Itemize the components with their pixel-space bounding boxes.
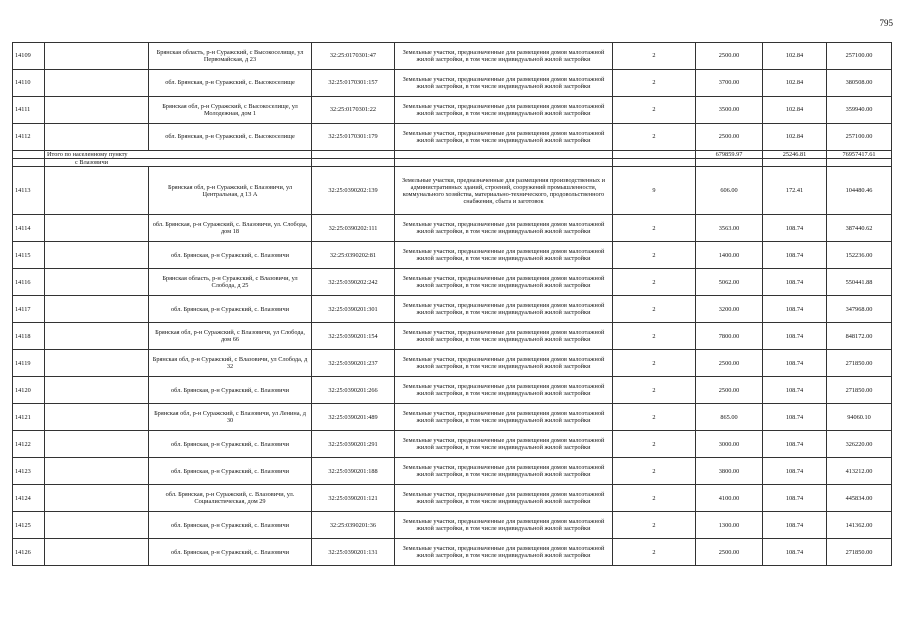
address-cell: Брянская обл, р-н Суражский, с Влазовичи, ул Слобода, д 32 (149, 350, 312, 377)
cadastral-value-cell: 848172.00 (827, 323, 892, 350)
row-number: 14113 (13, 167, 45, 215)
empty-cell (45, 512, 149, 539)
specific-value-cell: 102.84 (763, 97, 827, 124)
empty-cell (45, 167, 149, 215)
empty-cell (395, 159, 613, 167)
cadastral-number-cell: 32:25:0390201:301 (312, 296, 395, 323)
cadastral-value-cell: 445834.00 (827, 485, 892, 512)
row-number: 14118 (13, 323, 45, 350)
row-number: 14112 (13, 124, 45, 151)
address-cell: обл. Брянская, р-н Суражский, с. Влазовичи, ул. Слобода, дом 18 (149, 215, 312, 242)
table-row (13, 269, 892, 296)
empty-cell (45, 215, 149, 242)
row-number: 14114 (13, 215, 45, 242)
land-use-cell: Земельные участки, предназначенные для размещения домов малоэтажной жилой застройки, в том числе индивидуальной жилой застройки (395, 485, 613, 512)
specific-value-cell: 102.84 (763, 124, 827, 151)
empty-cell (763, 159, 827, 167)
row-number: 14120 (13, 377, 45, 404)
empty-cell (45, 458, 149, 485)
row-number: 14117 (13, 296, 45, 323)
area-cell: 2500.00 (696, 43, 763, 70)
table-row (13, 242, 892, 269)
table-row (13, 215, 892, 242)
table-row (13, 70, 892, 97)
empty-cell (45, 242, 149, 269)
table-row (13, 404, 892, 431)
cadastral-number-cell: 32:25:0390201:291 (312, 431, 395, 458)
cadastral-value-cell: 257100.00 (827, 124, 892, 151)
address-cell: обл. Брянская, р-н Суражский, с. Высокоселище (149, 124, 312, 151)
row-number: 14115 (13, 242, 45, 269)
use-group-cell: 2 (613, 269, 696, 296)
specific-value-cell: 108.74 (763, 512, 827, 539)
empty-cell (613, 151, 696, 159)
address-cell: Брянская область, р-н Суражский, с Влазовичи, ул Слобода, д 25 (149, 269, 312, 296)
area-cell: 865.00 (696, 404, 763, 431)
area-cell: 4100.00 (696, 485, 763, 512)
table-body (13, 43, 892, 566)
land-use-cell: Земельные участки, предназначенные для размещения домов малоэтажной жилой застройки, в том числе индивидуальной жилой застройки (395, 323, 613, 350)
address-cell: обл. Брянская, р-н Суражский, с. Влазовичи (149, 377, 312, 404)
empty-cell (45, 43, 149, 70)
row-number: 14124 (13, 485, 45, 512)
address-cell: обл. Брянская, р-н Суражский, с. Влазовичи (149, 539, 312, 566)
table-row (13, 350, 892, 377)
address-cell: обл. Брянская, р-н Суражский, с. Влазовичи (149, 431, 312, 458)
land-use-cell: Земельные участки, предназначенные для размещения производственных и административных зданий, строений, сооружений промышленности, коммунального хозяйства, материально-технического, продовольственного снабжения, сбыта и заготовок (395, 167, 613, 215)
table-row (13, 124, 892, 151)
use-group-cell: 2 (613, 539, 696, 566)
row-number: 14110 (13, 70, 45, 97)
specific-value-cell: 108.74 (763, 431, 827, 458)
empty-cell (45, 296, 149, 323)
specific-value-cell: 108.74 (763, 404, 827, 431)
specific-value-cell: 108.74 (763, 377, 827, 404)
use-group-cell: 2 (613, 124, 696, 151)
specific-value-cell: 108.74 (763, 242, 827, 269)
specific-value-cell: 108.74 (763, 323, 827, 350)
land-use-cell: Земельные участки, предназначенные для размещения домов малоэтажной жилой застройки, в том числе индивидуальной жилой застройки (395, 350, 613, 377)
row-number: 14121 (13, 404, 45, 431)
land-use-cell: Земельные участки, предназначенные для размещения домов малоэтажной жилой застройки, в том числе индивидуальной жилой застройки (395, 296, 613, 323)
cadastral-value-cell: 387440.62 (827, 215, 892, 242)
cadastral-number-cell: 32:25:0390202:111 (312, 215, 395, 242)
row-number: 14111 (13, 97, 45, 124)
address-cell: обл. Брянская, р-н Суражский, с. Высокоселище (149, 70, 312, 97)
cadastral-value-cell: 380508.00 (827, 70, 892, 97)
empty-cell (45, 70, 149, 97)
area-cell: 5062.00 (696, 269, 763, 296)
cadastral-number-cell: 32:25:0390202:242 (312, 269, 395, 296)
total-specific-value: 25246.81 (763, 151, 827, 159)
row-number: 14125 (13, 512, 45, 539)
address-cell: обл. Брянская, р-н Суражский, с. Влазовичи (149, 296, 312, 323)
empty-cell (395, 151, 613, 159)
empty-cell (45, 377, 149, 404)
land-use-cell: Земельные участки, предназначенные для размещения домов малоэтажной жилой застройки, в том числе индивидуальной жилой застройки (395, 70, 613, 97)
table-row (13, 485, 892, 512)
use-group-cell: 2 (613, 43, 696, 70)
cadastral-value-cell: 271850.00 (827, 350, 892, 377)
cadastral-value-cell: 271850.00 (827, 377, 892, 404)
table-row (13, 512, 892, 539)
land-use-cell: Земельные участки, предназначенные для размещения домов малоэтажной жилой застройки, в том числе индивидуальной жилой застройки (395, 269, 613, 296)
area-cell: 3500.00 (696, 97, 763, 124)
empty-cell (45, 485, 149, 512)
address-cell: Брянская обл, р-н Суражский, с Влазовичи, ул Центральная, д 13 А (149, 167, 312, 215)
use-group-cell: 2 (613, 97, 696, 124)
area-cell: 2500.00 (696, 539, 763, 566)
area-cell: 3700.00 (696, 70, 763, 97)
cadastral-value-cell: 347968.00 (827, 296, 892, 323)
use-group-cell: 9 (613, 167, 696, 215)
table-row (13, 539, 892, 566)
area-cell: 3563.00 (696, 215, 763, 242)
cadastral-number-cell: 32:25:0390201:121 (312, 485, 395, 512)
cadastral-value-cell: 359940.00 (827, 97, 892, 124)
row-number: 14119 (13, 350, 45, 377)
cadastral-number-cell: 32:25:0170301:157 (312, 70, 395, 97)
area-cell: 606.00 (696, 167, 763, 215)
table-row (13, 458, 892, 485)
use-group-cell: 2 (613, 377, 696, 404)
cadastral-number-cell: 32:25:0390201:237 (312, 350, 395, 377)
specific-value-cell: 108.74 (763, 539, 827, 566)
specific-value-cell: 108.74 (763, 296, 827, 323)
land-use-cell: Земельные участки, предназначенные для размещения домов малоэтажной жилой застройки, в том числе индивидуальной жилой застройки (395, 431, 613, 458)
cadastral-number-cell: 32:25:0390202:139 (312, 167, 395, 215)
empty-cell (45, 97, 149, 124)
area-cell: 7800.00 (696, 323, 763, 350)
area-cell: 2500.00 (696, 377, 763, 404)
empty-cell (696, 159, 763, 167)
land-use-cell: Земельные участки, предназначенные для размещения домов малоэтажной жилой застройки, в том числе индивидуальной жилой застройки (395, 43, 613, 70)
empty-cell (45, 350, 149, 377)
cadastral-value-cell: 326220.00 (827, 431, 892, 458)
use-group-cell: 2 (613, 458, 696, 485)
page-number: 795 (879, 18, 893, 28)
land-use-cell: Земельные участки, предназначенные для размещения домов малоэтажной жилой застройки, в том числе индивидуальной жилой застройки (395, 242, 613, 269)
address-cell: Брянская обл, р-н Суражский, с Влазовичи, ул Ленина, д 30 (149, 404, 312, 431)
row-number: 14126 (13, 539, 45, 566)
cadastral-value-cell: 94060.10 (827, 404, 892, 431)
empty-cell (45, 404, 149, 431)
empty-cell (827, 159, 892, 167)
area-cell: 2500.00 (696, 350, 763, 377)
cadastral-value-cell: 413212.00 (827, 458, 892, 485)
empty-cell (45, 539, 149, 566)
specific-value-cell: 102.84 (763, 70, 827, 97)
specific-value-cell: 108.74 (763, 458, 827, 485)
cadastral-number-cell: 32:25:0390202:81 (312, 242, 395, 269)
cadastral-value-cell: 152236.00 (827, 242, 892, 269)
use-group-cell: 2 (613, 404, 696, 431)
table-row (13, 323, 892, 350)
specific-value-cell: 172.41 (763, 167, 827, 215)
empty-cell (45, 124, 149, 151)
settlement-name: с Влазовичи (45, 159, 312, 167)
use-group-cell: 2 (613, 350, 696, 377)
table-row (13, 97, 892, 124)
specific-value-cell: 108.74 (763, 485, 827, 512)
cadastral-number-cell: 32:25:0170301:22 (312, 97, 395, 124)
address-cell: Брянская обл, р-н Суражский, с Высокоселище, ул Молодежная, дом 1 (149, 97, 312, 124)
use-group-cell: 2 (613, 70, 696, 97)
use-group-cell: 2 (613, 242, 696, 269)
table-row (13, 431, 892, 458)
specific-value-cell: 102.84 (763, 43, 827, 70)
land-use-cell: Земельные участки, предназначенные для размещения домов малоэтажной жилой застройки, в том числе индивидуальной жилой застройки (395, 124, 613, 151)
specific-value-cell: 108.74 (763, 350, 827, 377)
use-group-cell: 2 (613, 323, 696, 350)
address-cell: обл. Брянская, р-н Суражский, с. Влазовичи, ул. Социалистическая, дом 29 (149, 485, 312, 512)
total-area: 679859.97 (696, 151, 763, 159)
cadastral-value-cell: 550441.88 (827, 269, 892, 296)
use-group-cell: 2 (613, 431, 696, 458)
land-use-cell: Земельные участки, предназначенные для размещения домов малоэтажной жилой застройки, в том числе индивидуальной жилой застройки (395, 512, 613, 539)
use-group-cell: 2 (613, 512, 696, 539)
specific-value-cell: 108.74 (763, 269, 827, 296)
cadastral-number-cell: 32:25:0170301:179 (312, 124, 395, 151)
row-number: 14116 (13, 269, 45, 296)
empty-cell (312, 159, 395, 167)
address-cell: обл. Брянская, р-н Суражский, с. Влазовичи (149, 242, 312, 269)
cadastral-value-table (12, 42, 892, 566)
land-use-cell: Земельные участки, предназначенные для размещения домов малоэтажной жилой застройки, в том числе индивидуальной жилой застройки (395, 97, 613, 124)
settlement-total-row (13, 151, 892, 159)
address-cell: обл. Брянская, р-н Суражский, с. Влазовичи (149, 458, 312, 485)
settlement-header-row (13, 159, 892, 167)
cadastral-number-cell: 32:25:0390201:131 (312, 539, 395, 566)
row-number: 14122 (13, 431, 45, 458)
empty-cell (613, 159, 696, 167)
use-group-cell: 2 (613, 485, 696, 512)
area-cell: 3200.00 (696, 296, 763, 323)
cadastral-value-cell: 141362.00 (827, 512, 892, 539)
cadastral-value-cell: 104480.46 (827, 167, 892, 215)
cadastral-number-cell: 32:25:0390201:154 (312, 323, 395, 350)
total-cadastral-value: 76957417.61 (827, 151, 892, 159)
empty-cell (45, 323, 149, 350)
area-cell: 1300.00 (696, 512, 763, 539)
empty-cell (45, 431, 149, 458)
land-use-cell: Земельные участки, предназначенные для размещения домов малоэтажной жилой застройки, в том числе индивидуальной жилой застройки (395, 215, 613, 242)
land-use-cell: Земельные участки, предназначенные для размещения домов малоэтажной жилой застройки, в том числе индивидуальной жилой застройки (395, 404, 613, 431)
area-cell: 1400.00 (696, 242, 763, 269)
empty-cell (312, 151, 395, 159)
table-row (13, 296, 892, 323)
land-use-cell: Земельные участки, предназначенные для размещения домов малоэтажной жилой застройки, в том числе индивидуальной жилой застройки (395, 539, 613, 566)
cadastral-value-cell: 257100.00 (827, 43, 892, 70)
cadastral-number-cell: 32:25:0170301:47 (312, 43, 395, 70)
area-cell: 3000.00 (696, 431, 763, 458)
use-group-cell: 2 (613, 296, 696, 323)
land-use-cell: Земельные участки, предназначенные для размещения домов малоэтажной жилой застройки, в том числе индивидуальной жилой застройки (395, 458, 613, 485)
empty-cell (13, 151, 45, 159)
empty-cell (13, 159, 45, 167)
use-group-cell: 2 (613, 215, 696, 242)
cadastral-number-cell: 32:25:0390201:266 (312, 377, 395, 404)
address-cell: обл. Брянская, р-н Суражский, с. Влазовичи (149, 512, 312, 539)
table-row (13, 43, 892, 70)
address-cell: Брянская область, р-н Суражский, с Высокоселище, ул Первомайская, д 23 (149, 43, 312, 70)
specific-value-cell: 108.74 (763, 215, 827, 242)
table-row (13, 167, 892, 215)
table-row (13, 377, 892, 404)
row-number: 14109 (13, 43, 45, 70)
cadastral-value-cell: 271850.00 (827, 539, 892, 566)
address-cell: Брянская обл, р-н Суражский, с Влазовичи, ул Слобода, дом 66 (149, 323, 312, 350)
area-cell: 2500.00 (696, 124, 763, 151)
cadastral-number-cell: 32:25:0390201:489 (312, 404, 395, 431)
area-cell: 3800.00 (696, 458, 763, 485)
total-label: Итого по населенному пункту (45, 151, 312, 159)
cadastral-number-cell: 32:25:0390201:188 (312, 458, 395, 485)
empty-cell (45, 269, 149, 296)
land-use-cell: Земельные участки, предназначенные для размещения домов малоэтажной жилой застройки, в том числе индивидуальной жилой застройки (395, 377, 613, 404)
row-number: 14123 (13, 458, 45, 485)
cadastral-number-cell: 32:25:0390201:36 (312, 512, 395, 539)
